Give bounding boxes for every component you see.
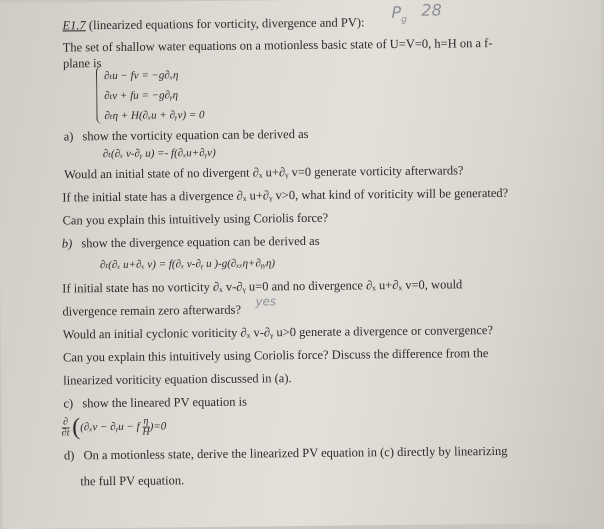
pv-equation: $\frac{\partial}{\partial t}$ ((∂ₓv − ∂ᵧu − f $\frac{\eta}{H}$ )=0 xyxy=(61,414,167,441)
problem-header xyxy=(62,15,364,33)
handwritten-check-icon: $P_g$ xyxy=(391,2,407,26)
time-derivative: $\frac{\partial}{\partial t}$ xyxy=(61,416,70,439)
part-b-question-1: If initial state has no vorticity ∂ₓ v-∂ᵧ u=0 and no divergence ∂ₓ u+∂ₓ v=0, would xyxy=(62,277,463,296)
part-c-prompt: c) show the lineared PV equation is xyxy=(63,394,248,411)
intro-line-1: The set of shallow water equations on a motionless basic state of U=V=0, h=H on a f- xyxy=(62,35,493,55)
equation-v-momentum: ∂ₜv + fu = −g∂ᵧη xyxy=(104,89,179,103)
part-d-line-2: the full PV equation. xyxy=(80,473,185,489)
problem-title: (linearized equations for vorticity, divergence and PV): xyxy=(88,15,365,33)
equation-system-brace xyxy=(96,66,104,124)
handwritten-answer: yes xyxy=(255,294,277,309)
eta-over-h: $\frac{\eta}{H}$ xyxy=(142,415,150,438)
divergence-equation: ∂ₜ(∂ₓ u+∂ₓ v) = f(∂ₓ v-∂ᵧ u )-g(∂ₓₓη+∂ᵧᵧη) xyxy=(99,257,276,272)
equation-u-momentum: ∂ₜu − fv = −g∂ₓη xyxy=(103,69,179,83)
part-c-label: c) xyxy=(63,396,74,411)
vorticity-equation: ∂ₜ(∂ₓ v-∂ᵧ u) =- f(∂ₓu+∂ᵧv) xyxy=(102,146,216,161)
problem-number: E1.7 xyxy=(62,18,86,33)
equation-continuity: ∂ₜη + H(∂ₓu + ∂ᵧv) = 0 xyxy=(104,109,205,123)
part-b-prompt: b) show the divergence equation can be derived as xyxy=(61,233,320,251)
part-b-question-5: linearized voriticity equation discussed in (a). xyxy=(63,371,292,388)
part-a-question-2: If the initial state has a divergence ∂ₓ u+∂ᵧ v>0, what kind of voriticity will be generated? xyxy=(62,185,509,205)
part-b-question-4: Can you explain this intuitively using Coriolis force? Discuss the difference from the xyxy=(62,346,489,365)
part-a-label: a) xyxy=(63,129,74,144)
part-b-question-3: Would an initial cyclonic voriticity ∂ₓ v-∂ᵧ u>0 generate a divergence or convergence? xyxy=(62,323,494,342)
part-a-question-1: Would an initial state of no divergent ∂ₓ u+∂ᵧ v=0 generate vorticity afterwards? xyxy=(63,163,464,182)
part-b-label: b) xyxy=(61,236,73,251)
part-a-prompt: a) show the vorticity equation can be derived as xyxy=(63,126,309,144)
part-b-question-2: divergence remain zero afterwards? xyxy=(62,302,242,319)
part-d-line-1: d) On a motionless state, derive the linearized PV equation in (c) directly by linearizing xyxy=(63,443,508,463)
intro-line-2: plane is xyxy=(62,56,102,71)
pv-open-paren: ( xyxy=(72,414,81,441)
part-d-label: d) xyxy=(63,448,75,463)
part-a-question-3: Can you explain this intuitively using Coriolis force? xyxy=(62,210,329,228)
handwritten-page-number: 28 xyxy=(421,0,442,20)
